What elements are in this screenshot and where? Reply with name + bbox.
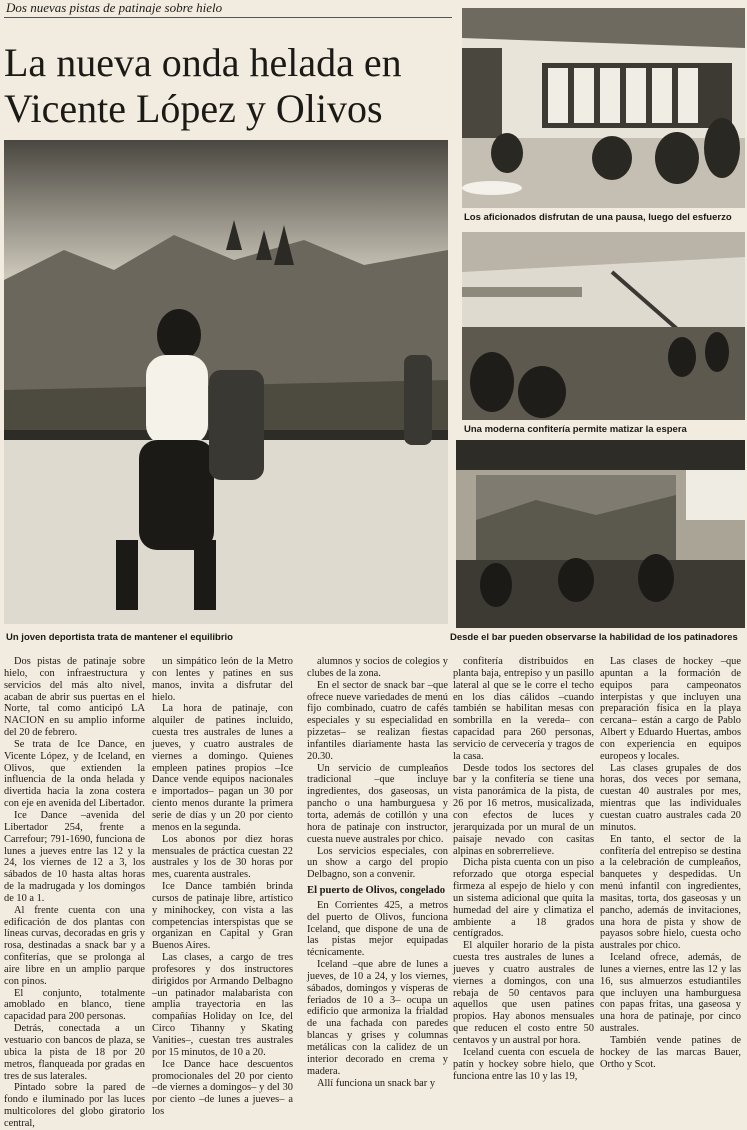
paragraph: Iceland –que abre de lunes a jueves, de 10 a 24, y los viernes, sábados, domingos y vísperas de feriados de 10 a 3– ocupa un edificio que armoniza la frialdad de una fachada con paredes blancas y grises y columnas metálicas con la calidez de un interior decorado en crema y madera. xyxy=(307,959,448,1077)
paragraph: Las clases, a cargo de tres profesores y dos instructores dirigidos por Armando Delbagno –un patinador malabarista con amplia trayectoria en las compañías Holiday on Ice, del Circo Tihanny y Skating Vanities–, cuestan tres australes por 15 minutos, de 10 a 20. xyxy=(152,952,293,1058)
paragraph: Iceland cuenta con escuela de patín y hockey sobre hielo, que funciona entre las 10 y las 19, xyxy=(453,1046,594,1082)
paragraph: En tanto, el sector de la confitería del entrepiso se destina a la celebración de cumpleaños, banquetes y despedidas. Un menú infantil con ingredientes, masitas, torta, dos gaseosas y un pancho, además de invitaciones, una hora de pista y show de payasos sobre hielo, cuesta ocho australes por chico. xyxy=(600,833,741,952)
photo-lounge xyxy=(462,8,745,208)
paragraph: Allí funciona un snack bar y xyxy=(317,1077,436,1089)
paragraph: Los servicios especiales, con un show a cargo del propio Delbagno, son a convenir. xyxy=(307,845,448,881)
paragraph: El conjunto, totalmente amoblado en blanco, tiene capacidad para 200 personas. xyxy=(4,987,145,1023)
paragraph: confitería distribuidos en planta baja, entrepiso y un pasillo lateral al que se le corre el techo en los días cálidos –cuando también se habilitan mesas con sombrilla en la vereda– con capacidad para 260 personas, servicio de cervecería y tragos de la casa. xyxy=(453,656,594,762)
kicker-rule xyxy=(4,17,452,18)
paragraph: Ice Dance también brinda cursos de patinaje libre, artístico y minihockey, con vista a las competencias interspistas que se organizan en Capital y Gran Buenos Aires. xyxy=(152,881,293,952)
photo-confiteria xyxy=(462,232,745,420)
paragraph: Al frente cuenta con una edificación de dos plantas con líneas curvas, decoradas en gris y rosa, destinadas a snack bar y a confiterías, que se prolonga al aire libre en un amplio parque con pinos. xyxy=(4,904,145,987)
paragraph: En el sector de snack bar –que ofrece nueve variedades de menú fijo combinado, cuatro de cafés especiales y su especialidad en pizzetas– se realizan fiestas infantiles diariamente hasta las 20.30. xyxy=(307,679,448,762)
paragraph: un simpático león de la Metro con lentes y patines en sus manos, invita a disfrutar del hielo. xyxy=(152,656,293,703)
paragraph: Las clases de hockey –que apuntan a la formación de equipos para campeonatos interpistas y que incluyen una preparación física en la playa cercana– están a cargo de Pablo Albert y Eduardo Huertas, ambos con experiencia en equipos europeos y locales. xyxy=(600,656,741,762)
headline xyxy=(4,40,454,132)
paragraph: Detrás, conectada a un vestuario con bancos de plaza, se ubica la pista de 18 por 20 metros, flanqueada por gradas en tres de sus laterales. xyxy=(4,1023,145,1082)
caption-photo-1: Los aficionados disfrutan de una pausa, luego del esfuerzo xyxy=(464,212,732,223)
paragraph: Pintado sobre la pared de fondo e iluminado por las luces multicolores del globo giratorio central, xyxy=(4,1082,145,1129)
main-photo xyxy=(4,140,448,624)
photo-bar xyxy=(456,440,745,628)
paragraph: También vende patines de hockey de las marcas Bauer, Ortho y Scot. xyxy=(600,1035,741,1070)
body-column-2 xyxy=(152,656,293,1118)
paragraph: Ice Dance –avenida del Libertador 254, frente a Carrefour; 791-1690, funciona de lunes a jueves entre las 12 y la 24, los viernes de 12 a 3, los sábados de 10 hasta altas horas de la madrugada y los domingos de 10 a 1. xyxy=(4,809,145,904)
paragraph: Desde todos los sectores del bar y la confitería se tiene una vista panorámica de la pista, de 26 por 16 metros, musicalizada, con efectos de luces y jerarquizada por un mural de un paisaje nevado con casitas alpinas en sobrerrelieve. xyxy=(453,762,594,857)
paragraph: Dos pistas de patinaje sobre hielo, con infraestructura y servicios del más alto nivel, acaban de abrir sus puertas en el Norte, tal como anticipó LA NACION en su amplio informe del 20 de febrero. xyxy=(4,656,145,739)
paragraph: Iceland ofrece, además, de lunes a viernes, entre las 12 y las 16, sus almuerzos estudiantiles que incluyen una hamburguesa con papas fritas, una gaseosa y una hora de patinaje, por cinco australes. xyxy=(600,952,741,1035)
paragraph: Ice Dance hace descuentos promocionales del 20 por ciento –de viernes a domingos– y del 30 por ciento –de lunes a jueves– a los xyxy=(152,1058,293,1118)
body-column-3 xyxy=(307,656,448,1089)
subheading: El puerto de Olivos, congelado xyxy=(307,885,446,897)
body-column-5 xyxy=(600,656,741,1070)
caption-photo-2: Una moderna confitería permite matizar la espera xyxy=(464,424,687,435)
paragraph: alumnos y socios de colegios y clubes de la zona. xyxy=(307,656,448,679)
paragraph: Un servicio de cumpleaños tradicional –que incluye ingredientes, dos gaseosas, un pancho o una hamburguesa y torta, además de cotillón y una hora de patinaje con instructor, cuesta nueve australes por chico. xyxy=(307,762,448,845)
paragraph: Dicha pista cuenta con un piso reforzado que otorga especial firmeza al espejo de hielo y con un sistema adicional que quita la humedad del aire y climatiza el ambiente a 18 grados centígrados. xyxy=(453,857,594,940)
headline-line-2: Vicente López y Olivos xyxy=(4,86,383,131)
caption-main: Un joven deportista trata de mantener el equilibrio xyxy=(6,632,233,643)
body-column-1 xyxy=(4,656,145,1129)
caption-photo-3: Desde el bar pueden observarse la habilidad de los patinadores xyxy=(450,632,738,643)
paragraph: El alquiler horario de la pista cuesta tres australes de lunes a jueves y cuatro australes de viernes a domingos, con una rebaja de 50 centavos para aquellos que usen patines propios. Hay abonos mensuales que reducen el costo entre 50 centavos y un austral por hora. xyxy=(453,940,594,1046)
kicker: Dos nuevas pistas de patinaje sobre hielo xyxy=(6,0,223,15)
body-column-4 xyxy=(453,656,594,1082)
paragraph: Los abonos por diez horas mensuales de práctica cuestan 22 australes y los de 30 horas por mes, cuarenta australes. xyxy=(152,833,293,881)
paragraph: La hora de patinaje, con alquiler de patines incluido, cuesta tres australes de lunes a jueves, y cuatro australes de viernes a domingo. Quienes empleen patines propios –Ice Dance vende equipos nacionales e importados– pagan un 30 por ciento menos durante la primera serie de días y un 20 por ciento menos en la segunda. xyxy=(152,703,293,833)
headline-line-1: La nueva onda helada en xyxy=(4,40,402,85)
paragraph: Se trata de Ice Dance, en Vicente López, y de Iceland, en Olivos, que extienden la influencia de la onda helada y divertida hacia la zona costera con eje en avenida del Libertador. xyxy=(4,738,145,810)
paragraph: En Corrientes 425, a metros del puerto de Olivos, funciona Iceland, que dispone de una de las pistas mejor equipadas técnicamente. xyxy=(307,899,448,959)
paragraph: Las clases grupales de dos horas, dos veces por semana, cuestan 40 australes por mes, mientras que las individuales cuestan cuatro australes cada 20 minutos. xyxy=(600,762,741,833)
